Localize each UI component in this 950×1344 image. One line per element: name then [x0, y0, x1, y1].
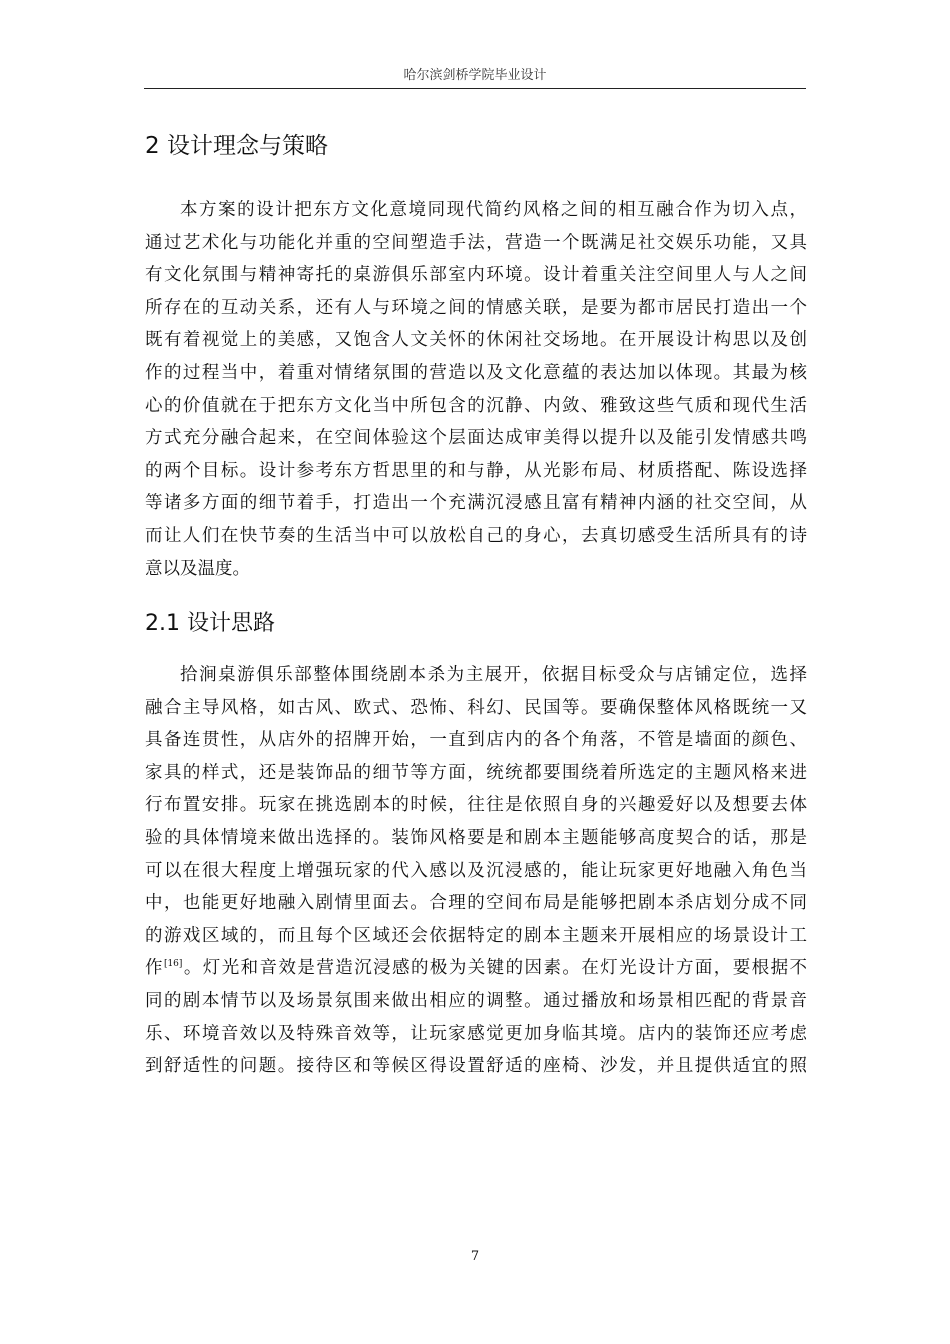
running-header: 哈尔滨剑桥学院毕业设计 — [403, 68, 547, 83]
paragraph-line: 所存在的互动关系，还有人与环境之间的情感关联，是要为都市居民打造出一个 — [145, 297, 807, 318]
paragraph-line: 乐、环境音效以及特殊音效等，让玩家感觉更加身临其境。店内的装饰还应考虑 — [145, 1023, 807, 1044]
paragraph-line: 通过艺术化与功能化并重的空间塑造手法，营造一个既满足社交娱乐功能，又具 — [145, 232, 807, 253]
paragraph-line: 家具的样式，还是装饰品的细节等方面，统统都要围绕着所选定的主题风格来进 — [145, 762, 807, 783]
paragraph-line: 行布置安排。玩家在挑选剧本的时候，往往是依照自身的兴趣爱好以及想要去体 — [145, 795, 807, 816]
paragraph-design-concept — [145, 194, 807, 585]
paragraph-line: 的游戏区域的，而且每个区域还会依据特定的剧本主题来开展相应的场景设计工 — [145, 925, 807, 946]
paragraph-line: 同的剧本情节以及场景氛围来做出相应的调整。通过播放和场景相匹配的背景音 — [145, 990, 807, 1011]
paragraph-line-with-citation — [145, 952, 807, 985]
paragraph-line: 融合主导风格，如古风、欧式、恐怖、科幻、民国等。要确保整体风格既统一又 — [145, 697, 807, 718]
line-text: 作 — [145, 958, 164, 979]
paragraph-line: 到舒适性的问题。接待区和等候区得设置舒适的座椅、沙发，并且提供适宜的照 — [145, 1056, 807, 1077]
paragraph-line: 具备连贯性，从店外的招牌开始，一直到店内的各个角落，不管是墙面的颜色、 — [145, 730, 807, 751]
paragraph-line: 等诸多方面的细节着手，打造出一个充满沉浸感且富有精神内涵的社交空间，从 — [145, 493, 807, 514]
line-text: 。灯光和音效是营造沉浸感的极为关键的因素。在灯光设计方面，要根据不 — [182, 958, 807, 979]
paragraph-line: 方式充分融合起来，在空间体验这个层面达成审美得以提升以及能引发情感共鸣 — [145, 428, 807, 449]
paragraph-line: 验的具体情境来做出选择的。装饰风格要是和剧本主题能够高度契合的话，那是 — [145, 827, 807, 848]
section-title: 2.1 设计思路 — [145, 611, 275, 636]
paragraph-line: 本方案的设计把东方文化意境同现代简约风格之间的相互融合作为切入点， — [180, 200, 807, 220]
paragraph-line: 有文化氛围与精神寄托的桌游俱乐部室内环境。设计着重关注空间里人与人之间 — [145, 265, 807, 286]
paragraph-line: 中，也能更好地融入剧情里面去。合理的空间布局是能够把剧本杀店划分成不同 — [145, 893, 807, 914]
paragraph-line: 作的过程当中，着重对情绪氛围的营造以及文化意蕴的表达加以体现。其最为核 — [145, 362, 807, 383]
paragraph-line: 意以及温度。 — [145, 558, 250, 579]
paragraph-line: 的两个目标。设计参考东方哲思里的和与静，从光影布局、材质搭配、陈设选择 — [145, 460, 807, 481]
page-number: 7 — [470, 1249, 480, 1264]
citation-reference[interactable]: [16] — [163, 959, 183, 970]
header-rule — [144, 88, 806, 89]
paragraph-design-approach — [145, 659, 807, 1083]
paragraph-line: 拾涧桌游俱乐部整体围绕剧本杀为主展开，依据目标受众与店铺定位，选择 — [180, 665, 807, 685]
chapter-title: 2 设计理念与策略 — [145, 133, 328, 159]
paragraph-line: 心的价值就在于把东方文化当中所包含的沉静、内敛、雅致这些气质和现代生活 — [145, 395, 807, 416]
paragraph-line: 而让人们在快节奏的生活当中可以放松自己的身心，去真切感受生活所具有的诗 — [145, 525, 807, 546]
paragraph-line: 既有着视觉上的美感，又饱含人文关怀的休闲社交场地。在开展设计构思以及创 — [145, 330, 807, 351]
paragraph-line: 可以在很大程度上增强玩家的代入感以及沉浸感的，能让玩家更好地融入角色当 — [145, 860, 807, 881]
